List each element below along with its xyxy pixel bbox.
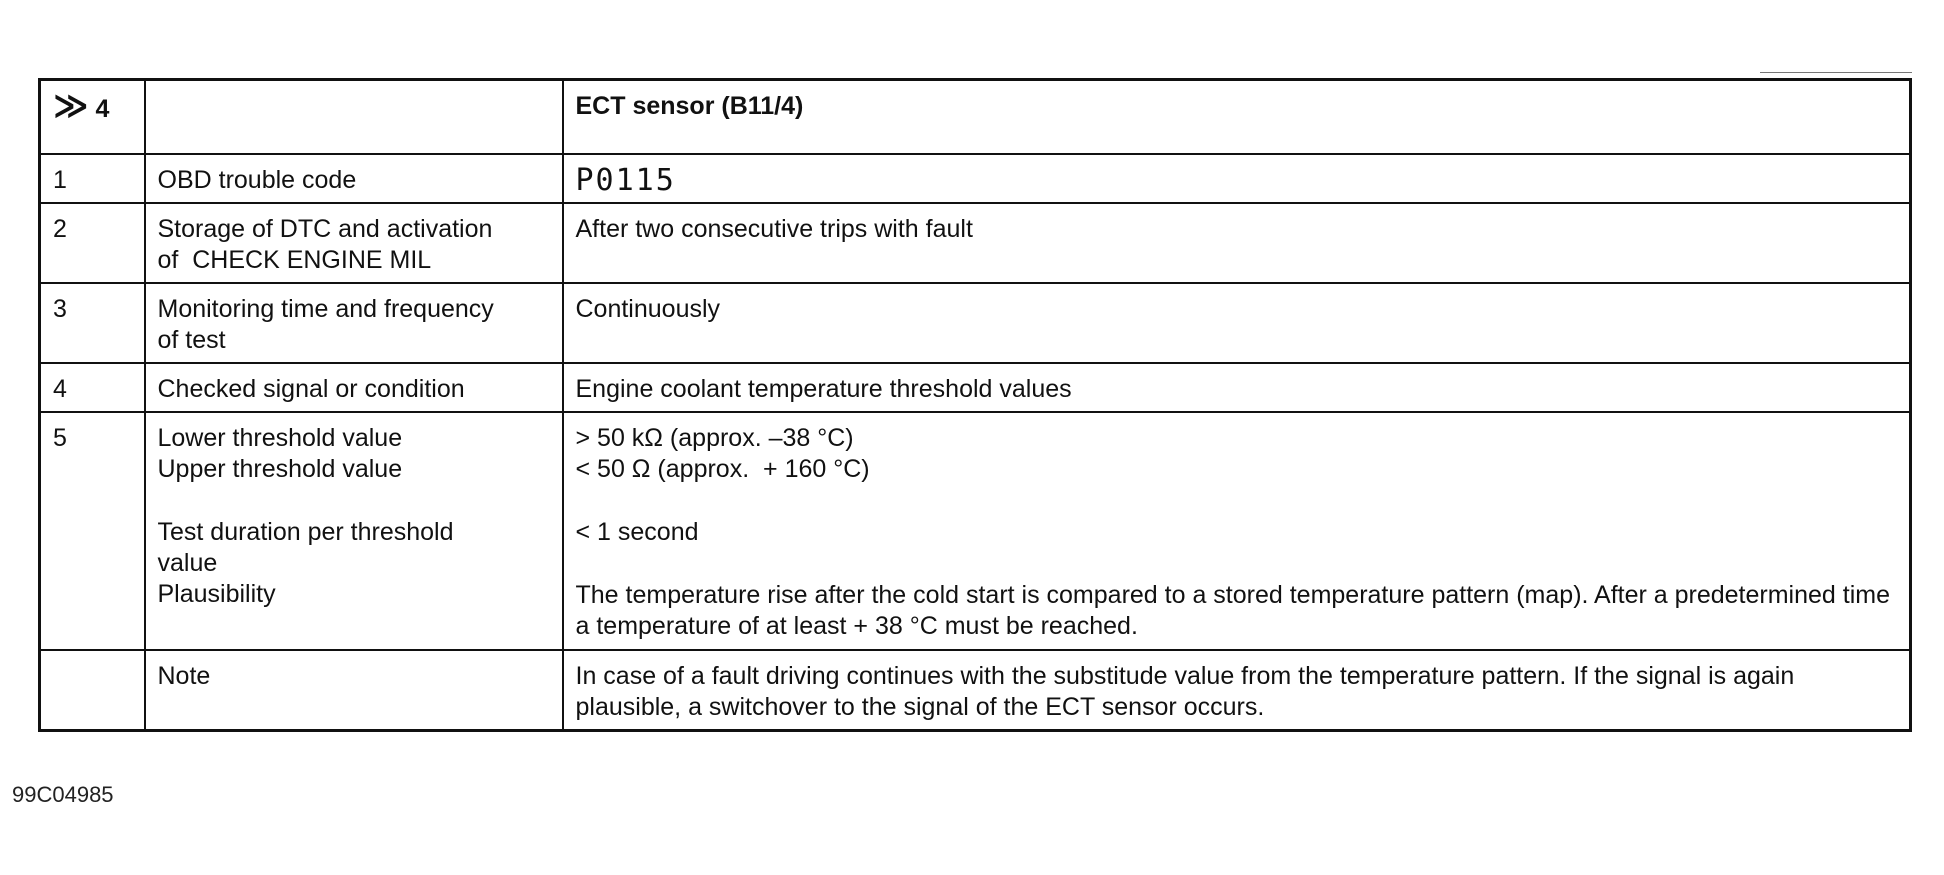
row-label-line: Monitoring time and frequency	[157, 295, 494, 323]
table-row	[40, 650, 1911, 731]
test-duration-value: < 1 second	[575, 518, 699, 546]
much-greater-than-icon: ≫	[53, 87, 89, 125]
upper-threshold-label: Upper threshold value	[157, 455, 403, 483]
header-title: ECT sensor (B11/4)	[563, 80, 1911, 155]
row-label	[145, 363, 563, 412]
row-label-line: of test	[157, 326, 226, 354]
row-value	[563, 203, 1911, 283]
top-rule-line	[1760, 72, 1912, 73]
row-label	[145, 283, 563, 363]
row-label	[145, 412, 563, 650]
row-value	[563, 154, 1911, 203]
plausibility-value: The temperature rise after the cold start is compared to a stored temperature pattern (map). After a predetermined time a temperature of at least + 38 °C must be reached.	[575, 581, 1891, 640]
table-row	[40, 412, 1911, 650]
row-value-line: Continuously	[575, 295, 721, 323]
header-number: 4	[95, 95, 110, 123]
header-symbol-cell	[40, 80, 145, 155]
table-row	[40, 203, 1911, 283]
row-label-line: OBD trouble code	[157, 166, 357, 194]
row-label-line: Storage of DTC and activation	[157, 215, 493, 243]
row-number	[40, 650, 145, 731]
row-number: 2	[40, 203, 145, 283]
row-label	[145, 650, 563, 731]
row-value	[563, 412, 1911, 650]
row-label	[145, 154, 563, 203]
diagnostic-table	[38, 78, 1912, 732]
row-value-line: Engine coolant temperature threshold values	[575, 375, 1072, 403]
table-row	[40, 363, 1911, 412]
row-number: 5	[40, 412, 145, 650]
lower-threshold-label: Lower threshold value	[157, 424, 403, 452]
upper-threshold-value: < 50 Ω (approx. + 160 °C)	[575, 455, 870, 483]
row-label-line: Checked signal or condition	[157, 375, 465, 403]
row-label-line: of CHECK ENGINE MIL	[157, 246, 432, 274]
row-number: 4	[40, 363, 145, 412]
table-row	[40, 283, 1911, 363]
row-number: 1	[40, 154, 145, 203]
table-row	[40, 154, 1911, 203]
row-value-line: After two consecutive trips with fault	[575, 215, 973, 243]
table-header-row	[40, 80, 1911, 155]
row-number: 3	[40, 283, 145, 363]
note-value: In case of a fault driving continues with the substitude value from the temperature pattern. If the signal is again plausible, a switchover to the signal of the ECT sensor occurs.	[575, 662, 1795, 721]
obd-trouble-code: P0115	[575, 163, 676, 198]
row-label	[145, 203, 563, 283]
plausibility-label: Plausibility	[157, 580, 276, 608]
note-label: Note	[157, 662, 211, 690]
lower-threshold-value: > 50 kΩ (approx. –38 °C)	[575, 424, 854, 452]
row-value	[563, 650, 1911, 731]
row-value	[563, 363, 1911, 412]
row-value	[563, 283, 1911, 363]
test-duration-label: Test duration per threshold value	[157, 518, 454, 577]
figure-code: 99C04985	[12, 782, 114, 807]
header-empty-cell	[145, 80, 563, 155]
